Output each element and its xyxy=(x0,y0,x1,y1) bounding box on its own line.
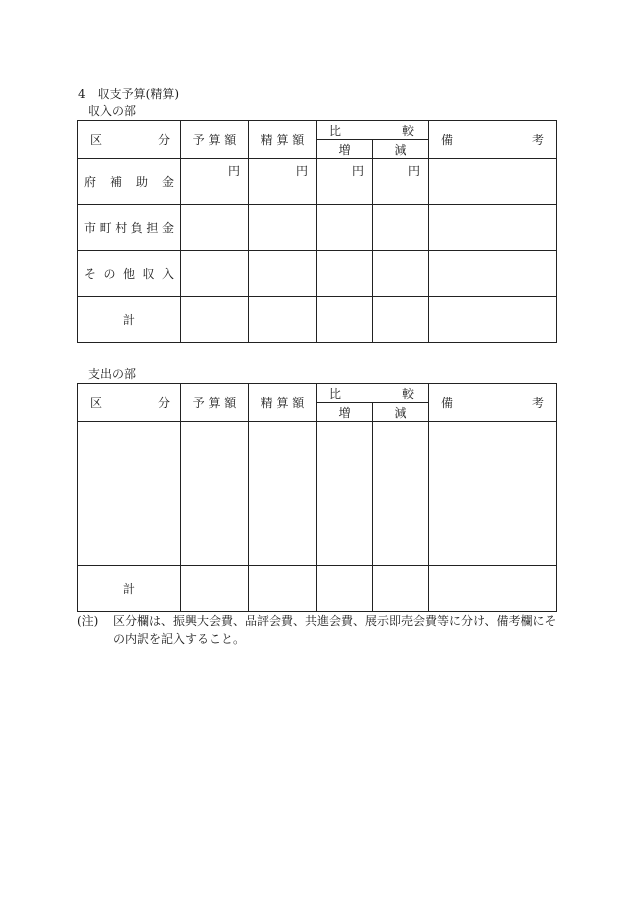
table-cell xyxy=(181,566,249,612)
header-biko-1: 備 xyxy=(441,396,454,410)
header-kubun-1: 区 xyxy=(90,133,103,147)
table-cell xyxy=(429,251,557,297)
table-cell xyxy=(78,422,181,566)
table-cell xyxy=(373,297,429,343)
header-hikaku xyxy=(317,121,429,140)
table-cell xyxy=(317,422,373,566)
section-title: 4 収支予算(精算) xyxy=(78,87,179,101)
row-label-sonota-shunyu: そ の 他 収 入 xyxy=(78,251,181,297)
row-label-shichoson-futankin: 市 町 村 負 担 金 xyxy=(78,205,181,251)
header-gen: 減 xyxy=(373,403,429,422)
header-hikaku-2: 較 xyxy=(401,386,414,401)
table-row xyxy=(78,422,557,566)
table-row xyxy=(78,205,557,251)
header-seisan: 精 算 額 xyxy=(249,384,317,422)
table-cell xyxy=(317,205,373,251)
table-cell xyxy=(317,297,373,343)
expense-heading: 支出の部 xyxy=(88,367,137,381)
table-cell xyxy=(249,297,317,343)
header-hikaku-2: 較 xyxy=(401,123,414,138)
unit-yen: 円 xyxy=(317,159,373,205)
header-kubun-1: 区 xyxy=(90,396,103,410)
table-cell xyxy=(249,251,317,297)
table-row xyxy=(78,297,557,343)
note-line-2: の内訳を記入すること。 xyxy=(113,632,246,646)
header-hikaku-1: 比 xyxy=(329,123,342,138)
header-hikaku xyxy=(317,384,429,403)
table-cell xyxy=(429,205,557,251)
header-yosan: 予 算 額 xyxy=(181,121,249,159)
table-cell xyxy=(429,422,557,566)
table-cell xyxy=(317,251,373,297)
table-cell xyxy=(429,566,557,612)
header-zou: 増 xyxy=(317,403,373,422)
table-cell xyxy=(181,422,249,566)
header-hikaku-1: 比 xyxy=(329,386,342,401)
header-yosan: 予 算 額 xyxy=(181,384,249,422)
table-cell xyxy=(429,297,557,343)
header-zou: 増 xyxy=(317,140,373,159)
table-cell xyxy=(373,422,429,566)
header-kubun-2: 分 xyxy=(157,133,170,147)
row-label-total: 計 xyxy=(78,297,181,343)
table-row xyxy=(78,251,557,297)
row-label-fu-hojokin: 府 補 助 金 xyxy=(78,159,181,205)
note-label: (注) xyxy=(77,614,99,628)
header-kubun xyxy=(78,384,181,422)
header-biko xyxy=(429,121,557,159)
header-biko xyxy=(429,384,557,422)
table-cell xyxy=(249,422,317,566)
table-cell xyxy=(181,205,249,251)
unit-yen: 円 xyxy=(373,159,429,205)
table-row xyxy=(78,159,557,205)
header-seisan: 精 算 額 xyxy=(249,121,317,159)
table-cell xyxy=(181,251,249,297)
unit-yen: 円 xyxy=(249,159,317,205)
table-cell xyxy=(373,205,429,251)
table-cell xyxy=(249,205,317,251)
header-biko-2: 考 xyxy=(531,396,544,410)
table-cell xyxy=(181,297,249,343)
income-heading: 収入の部 xyxy=(88,104,137,118)
table-cell xyxy=(373,566,429,612)
header-kubun-2: 分 xyxy=(157,396,170,410)
income-table xyxy=(77,120,557,343)
unit-yen: 円 xyxy=(181,159,249,205)
expense-table xyxy=(77,383,557,612)
table-cell xyxy=(429,159,557,205)
header-kubun xyxy=(78,121,181,159)
table-row xyxy=(78,566,557,612)
table-cell xyxy=(317,566,373,612)
table-cell xyxy=(249,566,317,612)
table-cell xyxy=(373,251,429,297)
note-line-1: 区分欄は、振興大会費、品評会費、共進会費、展示即売会費等に分け、備考欄にそ xyxy=(113,614,557,628)
header-biko-2: 考 xyxy=(531,133,544,147)
header-biko-1: 備 xyxy=(441,133,454,147)
row-label-total: 計 xyxy=(78,566,181,612)
header-gen: 減 xyxy=(373,140,429,159)
